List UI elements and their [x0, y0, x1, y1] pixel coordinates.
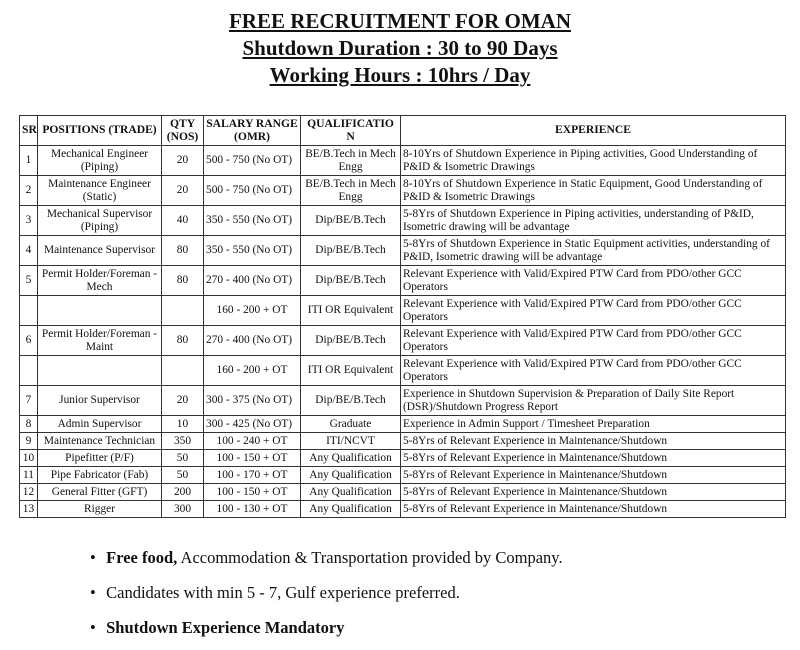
cell-qualification: Any Qualification [301, 484, 401, 501]
cell-position: Maintenance Supervisor [38, 236, 162, 266]
cell-position: Mechanical Engineer (Piping) [38, 146, 162, 176]
cell-sr: 5 [20, 266, 38, 296]
cell-position: Maintenance Technician [38, 433, 162, 450]
cell-position [38, 356, 162, 386]
cell-sr: 9 [20, 433, 38, 450]
cell-sr [20, 356, 38, 386]
table-row [20, 296, 786, 326]
cell-qty: 10 [162, 416, 204, 433]
column-header-sr: SR [20, 116, 38, 146]
flyer-header [0, 0, 800, 89]
cell-sr: 13 [20, 501, 38, 518]
cell-salary: 160 - 200 + OT [204, 296, 301, 326]
table-row [20, 433, 786, 450]
cell-sr: 2 [20, 176, 38, 206]
mandatory-experience-text: Shutdown Experience Mandatory [106, 618, 345, 637]
table-row [20, 386, 786, 416]
list-item [90, 545, 563, 580]
working-hours: Working Hours : 10hrs / Day [269, 63, 531, 87]
cell-sr: 7 [20, 386, 38, 416]
bullet-icon: • [90, 548, 96, 567]
table-row [20, 416, 786, 433]
cell-experience: Relevant Experience with Valid/Expired PTW Card from PDO/other GCC Operators [401, 296, 786, 326]
cell-qty [162, 296, 204, 326]
cell-salary: 500 - 750 (No OT) [204, 176, 301, 206]
cell-experience: Relevant Experience with Valid/Expired PTW Card from PDO/other GCC Operators [401, 326, 786, 356]
cell-salary: 100 - 130 + OT [204, 501, 301, 518]
list-item [90, 615, 563, 650]
benefits-list [90, 545, 563, 650]
cell-position: Permit Holder/Foreman - Mech [38, 266, 162, 296]
list-item [90, 580, 563, 615]
cell-experience: 5-8Yrs of Shutdown Experience in Static Equipment activities, understanding of P&ID, Isometric drawing will be advantage [401, 236, 786, 266]
cell-qty: 40 [162, 206, 204, 236]
cell-qty [162, 356, 204, 386]
table-row [20, 236, 786, 266]
cell-qty: 80 [162, 236, 204, 266]
cell-sr: 4 [20, 236, 38, 266]
shutdown-duration: Shutdown Duration : 30 to 90 Days [242, 36, 558, 60]
table-row [20, 326, 786, 356]
cell-salary: 300 - 375 (No OT) [204, 386, 301, 416]
cell-position: Mechanical Supervisor (Piping) [38, 206, 162, 236]
cell-experience: 5-8Yrs of Relevant Experience in Maintenance/Shutdown [401, 433, 786, 450]
cell-experience: 5-8Yrs of Relevant Experience in Maintenance/Shutdown [401, 450, 786, 467]
cell-salary: 100 - 150 + OT [204, 450, 301, 467]
cell-experience: 5-8Yrs of Relevant Experience in Maintenance/Shutdown [401, 467, 786, 484]
cell-qty: 50 [162, 467, 204, 484]
cell-salary: 270 - 400 (No OT) [204, 266, 301, 296]
cell-experience: Experience in Admin Support / Timesheet Preparation [401, 416, 786, 433]
cell-sr: 12 [20, 484, 38, 501]
cell-sr [20, 296, 38, 326]
cell-position: General Fitter (GFT) [38, 484, 162, 501]
cell-qty: 80 [162, 266, 204, 296]
cell-experience: Relevant Experience with Valid/Expired PTW Card from PDO/other GCC Operators [401, 266, 786, 296]
cell-experience: 5-8Yrs of Relevant Experience in Maintenance/Shutdown [401, 484, 786, 501]
cell-sr: 1 [20, 146, 38, 176]
bullet-icon: • [90, 583, 96, 602]
flyer-title: FREE RECRUITMENT FOR OMAN [228, 9, 572, 33]
cell-qualification: Dip/BE/B.Tech [301, 206, 401, 236]
column-header-qualification: QUALIFICATIO N [301, 116, 401, 146]
table-row [20, 501, 786, 518]
cell-qty: 350 [162, 433, 204, 450]
cell-qualification: Any Qualification [301, 501, 401, 518]
table-row [20, 206, 786, 236]
column-header-salary: SALARY RANGE (OMR) [204, 116, 301, 146]
cell-qualification: BE/B.Tech in Mech Engg [301, 146, 401, 176]
table-row [20, 467, 786, 484]
column-header-position: POSITIONS (TRADE) [38, 116, 162, 146]
cell-qualification: ITI OR Equivalent [301, 356, 401, 386]
cell-experience: Relevant Experience with Valid/Expired PTW Card from PDO/other GCC Operators [401, 356, 786, 386]
positions-table [19, 115, 786, 518]
cell-experience: Experience in Shutdown Supervision & Preparation of Daily Site Report (DSR)/Shutdown Progress Report [401, 386, 786, 416]
table-row [20, 176, 786, 206]
cell-qualification: Dip/BE/B.Tech [301, 386, 401, 416]
table-row [20, 266, 786, 296]
cell-salary: 300 - 425 (No OT) [204, 416, 301, 433]
table-row [20, 356, 786, 386]
cell-position: Rigger [38, 501, 162, 518]
cell-position: Pipe Fabricator (Fab) [38, 467, 162, 484]
cell-position: Junior Supervisor [38, 386, 162, 416]
cell-salary: 100 - 170 + OT [204, 467, 301, 484]
cell-salary: 350 - 550 (No OT) [204, 236, 301, 266]
cell-qty: 50 [162, 450, 204, 467]
accommodation-text: Accommodation & Transportation provided by Company. [177, 548, 563, 567]
cell-experience: 5-8Yrs of Relevant Experience in Maintenance/Shutdown [401, 501, 786, 518]
free-food-label: Free food, [106, 548, 178, 567]
cell-sr: 8 [20, 416, 38, 433]
bullet-icon: • [90, 618, 96, 637]
cell-qualification: BE/B.Tech in Mech Engg [301, 176, 401, 206]
cell-qualification: Dip/BE/B.Tech [301, 326, 401, 356]
table-row [20, 146, 786, 176]
cell-position: Admin Supervisor [38, 416, 162, 433]
cell-sr: 6 [20, 326, 38, 356]
cell-salary: 160 - 200 + OT [204, 356, 301, 386]
cell-qualification: Graduate [301, 416, 401, 433]
cell-experience: 5-8Yrs of Shutdown Experience in Piping activities, understanding of P&ID, Isometric drawing will be advantage [401, 206, 786, 236]
cell-experience: 8-10Yrs of Shutdown Experience in Piping activities, Good Understanding of P&ID & Isometric Drawings [401, 146, 786, 176]
cell-qty: 20 [162, 386, 204, 416]
table-header-row [20, 116, 786, 146]
cell-qty: 300 [162, 501, 204, 518]
cell-qty: 200 [162, 484, 204, 501]
cell-qty: 80 [162, 326, 204, 356]
cell-salary: 350 - 550 (No OT) [204, 206, 301, 236]
cell-sr: 11 [20, 467, 38, 484]
cell-sr: 3 [20, 206, 38, 236]
gulf-experience-text: Candidates with min 5 - 7, Gulf experience preferred. [106, 583, 460, 602]
cell-experience: 8-10Yrs of Shutdown Experience in Static Equipment, Good Understanding of P&ID & Isometric Drawings [401, 176, 786, 206]
cell-qualification: ITI/NCVT [301, 433, 401, 450]
cell-salary: 100 - 240 + OT [204, 433, 301, 450]
cell-qualification: Any Qualification [301, 450, 401, 467]
cell-salary: 100 - 150 + OT [204, 484, 301, 501]
column-header-experience: EXPERIENCE [401, 116, 786, 146]
cell-qualification: ITI OR Equivalent [301, 296, 401, 326]
cell-position: Pipefitter (P/F) [38, 450, 162, 467]
cell-qty: 20 [162, 146, 204, 176]
cell-salary: 500 - 750 (No OT) [204, 146, 301, 176]
cell-qualification: Dip/BE/B.Tech [301, 236, 401, 266]
cell-position [38, 296, 162, 326]
cell-qualification: Any Qualification [301, 467, 401, 484]
cell-position: Maintenance Engineer (Static) [38, 176, 162, 206]
table-row [20, 450, 786, 467]
cell-position: Permit Holder/Foreman - Maint [38, 326, 162, 356]
cell-sr: 10 [20, 450, 38, 467]
cell-qualification: Dip/BE/B.Tech [301, 266, 401, 296]
column-header-qty: QTY (NOS) [162, 116, 204, 146]
cell-salary: 270 - 400 (No OT) [204, 326, 301, 356]
cell-qty: 20 [162, 176, 204, 206]
table-row [20, 484, 786, 501]
